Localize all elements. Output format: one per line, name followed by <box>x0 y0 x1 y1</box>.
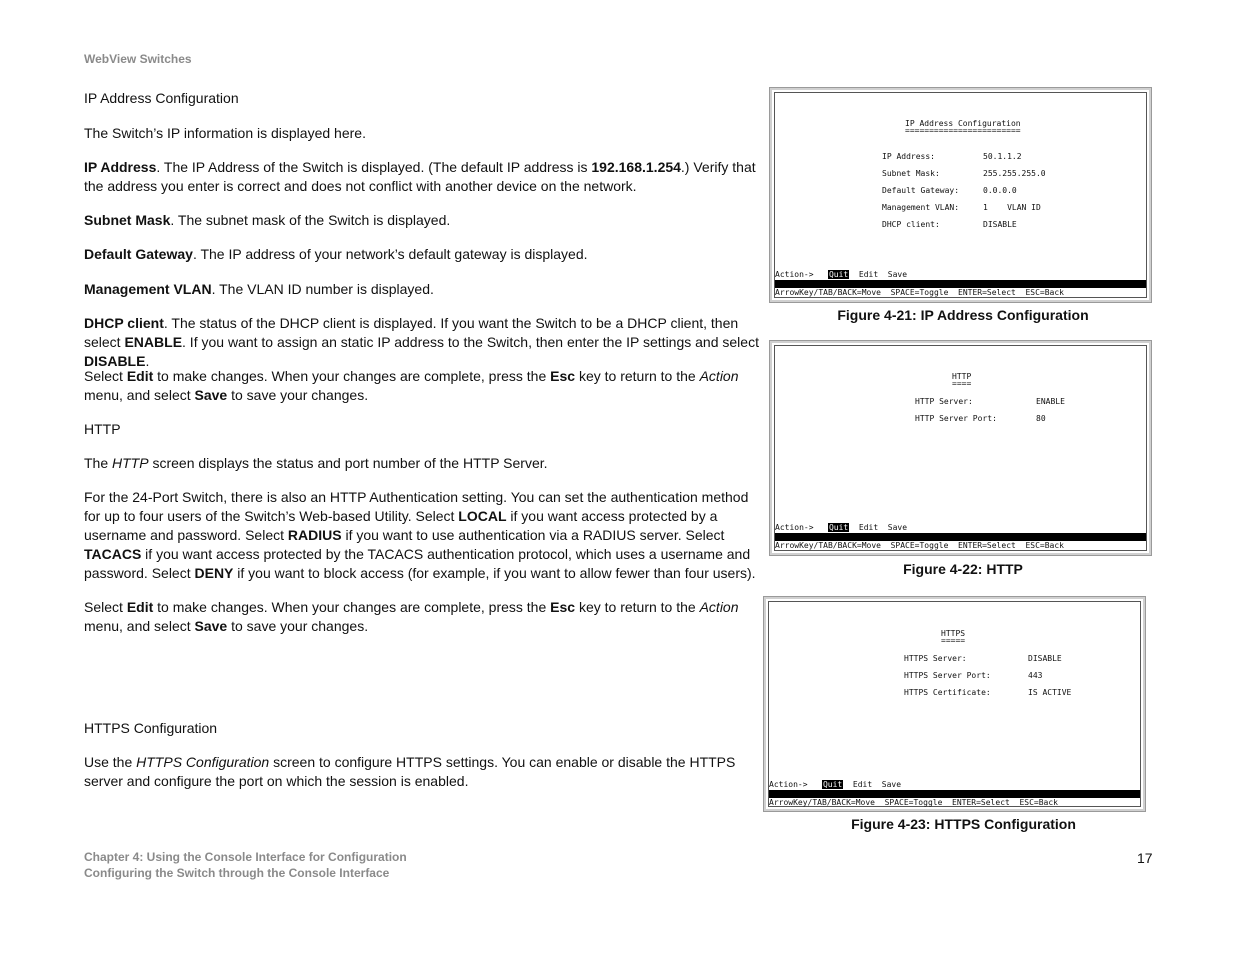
https-intro: Use the HTTPS Configuration screen to configure HTTPS settings. You can enable or disable the HTTPS server and configure the port on which the session is enabled. <box>84 754 736 789</box>
page-number: 17 <box>1137 850 1153 866</box>
http-intro: The HTTP screen displays the status and port number of the HTTP Server. <box>84 455 548 471</box>
http-auth-desc: For the 24-Port Switch, there is also an HTTP Authentication setting. You can set the authentication method for up to four users of the Switch’s Web-based Utility. Select LOCAL if you want access protected by a username and password. Select RADIUS if you want to use authentication via a RADIUS server. Select TACACS if you want access protected by the TACACS authentication protocol, which uses a username and password. Select DENY if you want to block access (for example, if you want to allow fewer than four users). <box>84 489 756 581</box>
figure-caption: Figure 4-21: IP Address Configuration <box>837 307 1089 323</box>
field-value: IS ACTIVE <box>1028 688 1072 697</box>
field-value: 443 <box>1028 671 1043 680</box>
field-label: HTTPS Server Port: <box>904 671 991 680</box>
separator-bar <box>775 533 1146 541</box>
field-value: 50.1.1.2 <box>983 152 1022 161</box>
field-value: 80 <box>1036 414 1046 423</box>
field-label: Default Gateway: <box>882 186 960 195</box>
ip-config-screenshot <box>769 87 1152 303</box>
https-screenshot <box>763 596 1146 812</box>
action-menu: Action-> Quit Edit Save <box>769 780 902 789</box>
http-title: HTTP <box>84 421 121 437</box>
vlan-desc: Management VLAN. The VLAN ID number is displayed. <box>84 281 434 297</box>
action-menu: Action-> Quit Edit Save <box>775 523 908 532</box>
key-help: ArrowKey/TAB/BACK=Move SPACE=Toggle ENTER=Select ESC=Back <box>775 288 1064 297</box>
screen-title: IP Address Configuration <box>905 119 1021 128</box>
field-value: ENABLE <box>1036 397 1065 406</box>
field-value: 0.0.0.0 <box>983 186 1017 195</box>
ip-address-desc: IP Address. The IP Address of the Switch is displayed. (The default IP address is 192.168.1.254.) Verify that the address you enter is correct and does not conflict with another device on the network. <box>84 159 756 194</box>
field-label: IP Address: <box>882 152 935 161</box>
field-label: DHCP client: <box>882 220 940 229</box>
screen-title: HTTP <box>952 372 972 381</box>
field-label: Management VLAN: <box>882 203 960 212</box>
key-help: ArrowKey/TAB/BACK=Move SPACE=Toggle ENTER=Select ESC=Back <box>775 541 1064 550</box>
field-label: Subnet Mask: <box>882 169 940 178</box>
figure-caption: Figure 4-22: HTTP <box>903 561 1023 577</box>
http-screenshot <box>769 340 1152 556</box>
separator-bar <box>775 280 1146 288</box>
field-value: 255.255.255.0 <box>983 169 1046 178</box>
ip-intro: The Switch’s IP information is displayed here. <box>84 125 366 141</box>
field-label: HTTP Server: <box>915 397 973 406</box>
key-help: ArrowKey/TAB/BACK=Move SPACE=Toggle ENTER=Select ESC=Back <box>769 798 1058 807</box>
gateway-desc: Default Gateway. The IP address of your network’s default gateway is displayed. <box>84 246 588 262</box>
field-label: HTTPS Server: <box>904 654 967 663</box>
running-header: WebView Switches <box>84 52 192 66</box>
field-label: HTTPS Certificate: <box>904 688 991 697</box>
field-value: DISABLE <box>1028 654 1062 663</box>
edit-instructions-2: Select Edit to make changes. When your changes are complete, press the Esc key to return to the Action menu, and select Save to save your changes. <box>84 599 739 634</box>
figure-caption: Figure 4-23: HTTPS Configuration <box>851 816 1076 832</box>
footer-chapter: Chapter 4: Using the Console Interface for Configuration <box>84 850 407 864</box>
screen-title-underline: ======================== <box>905 126 1021 135</box>
edit-instructions-1: Select Edit to make changes. When your changes are complete, press the Esc key to return to the Action menu, and select Save to save your changes. <box>84 368 739 403</box>
screen-title-underline: ==== <box>952 379 972 388</box>
screen-title-underline: ===== <box>941 636 966 645</box>
field-label: HTTP Server Port: <box>915 414 997 423</box>
ip-config-title: IP Address Configuration <box>84 90 239 106</box>
footer-section: Configuring the Switch through the Console Interface <box>84 866 390 880</box>
screen-title: HTTPS <box>941 629 966 638</box>
dhcp-desc: DHCP client. The status of the DHCP client is displayed. If you want the Switch to be a DHCP client, then select ENABLE. If you want to assign an static IP address to the Switch, then enter the IP settings and select DISABLE. <box>84 315 759 369</box>
https-title: HTTPS Configuration <box>84 720 218 736</box>
separator-bar <box>769 790 1140 798</box>
field-value: 1 VLAN ID <box>983 203 1041 212</box>
field-value: DISABLE <box>983 220 1017 229</box>
subnet-desc: Subnet Mask. The subnet mask of the Switch is displayed. <box>84 212 451 228</box>
action-menu: Action-> Quit Edit Save <box>775 270 908 279</box>
